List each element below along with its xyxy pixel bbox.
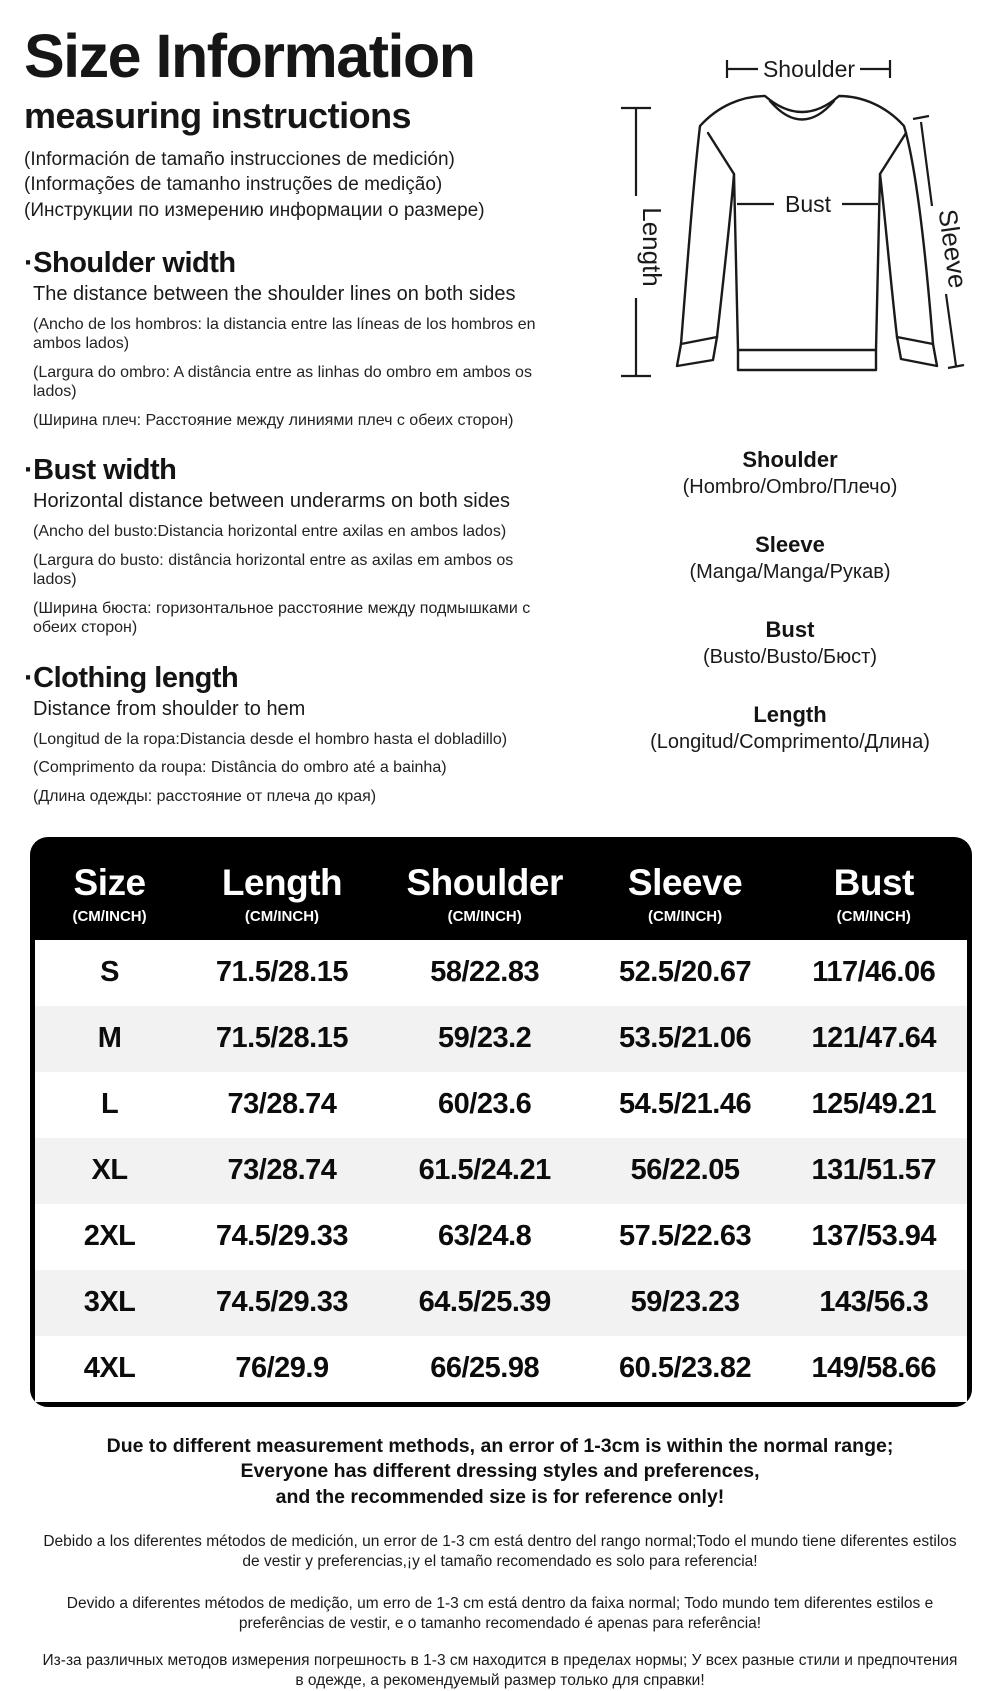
table-row-m [35,1006,967,1072]
length-cell: 74.5/29.33 [184,1220,380,1253]
unit-note: (CM/INCH) [184,908,380,925]
sleeve-cell: 59/23.23 [590,1286,781,1319]
legend-translation: (Hombro/Ombro/Плечо) [580,476,1000,499]
legend-item-length [580,702,1000,754]
section-translation-pt: (Largura do busto: distância horizontal entre as axilas em ambos os lados) [33,551,538,590]
size-table [30,837,972,1407]
notice-translation-es: Debido a los diferentes métodos de medición, un error de 1-3 cm está dentro del rango normal;Todo el mundo tiene diferentes estilos de vestir y preferencias,¡y el tamaño recomendado es solo para referencia! [43,1532,958,1572]
diagram-column [580,26,1000,807]
length-cell: 74.5/29.33 [184,1286,380,1319]
column-header-length: Length (CM/INCH) [184,862,380,925]
table-row-2xl [35,1204,967,1270]
sleeve-measure-label: Sleeve [933,207,974,290]
size-cell: 3XL [35,1286,184,1319]
size-cell: 2XL [35,1220,184,1253]
size-cell: XL [35,1154,184,1187]
legend-term: Sleeve [580,532,1000,558]
section-shoulder-width [24,247,580,431]
section-translation-es: (Ancho de los hombros: la distancia entre las líneas de los hombros en ambos lados) [33,315,538,354]
size-cell: 4XL [35,1352,184,1385]
section-translation-es: (Longitud de la ropa:Distancia desde el hombro hasta el dobladillo) [33,730,538,750]
sleeve-cell: 60.5/23.82 [590,1352,781,1385]
section-bust-width [24,454,580,638]
section-translation-es: (Ancho del busto:Distancia horizontal entre axilas en ambos lados) [33,522,538,542]
column-header-size: Size (CM/INCH) [35,862,184,925]
column-header-sleeve: Sleeve (CM/INCH) [590,862,781,925]
shoulder-cell: 64.5/25.39 [380,1286,590,1319]
section-translation-ru: (Ширина плеч: Расстояние между линиями плеч с обеих сторон) [33,411,538,431]
notice-translation-ru: Из-за различных методов измерения погрешность в 1-3 см находится в пределах нормы; У всех разные стили и предпочтения в одежде, а рекомендуемый размер только для справки! [43,1651,958,1691]
table-row-s [35,940,967,1006]
notice-line-3: and the recommended size is for reference only! [0,1485,1000,1511]
sweater-measurement-diagram [580,26,1000,418]
sweater-outline-icon [677,96,937,370]
bust-cell: 149/58.66 [781,1352,967,1385]
table-row-l [35,1072,967,1138]
size-cell: S [35,956,184,989]
section-translation-ru: (Ширина бюста: горизонтальное расстояние между подмышками с обеих сторон) [33,599,538,638]
sleeve-cell: 57.5/22.63 [590,1220,781,1253]
table-row-4xl [35,1336,967,1402]
bust-cell: 121/47.64 [781,1022,967,1055]
length-measure-label: Length [637,207,667,287]
title-translation-pt: (Informações de tamanho instruções de medição) [24,172,580,197]
legend-translation: (Longitud/Comprimento/Длина) [580,731,1000,754]
shoulder-cell: 59/23.2 [380,1022,590,1055]
section-clothing-length [24,662,580,807]
title-translation-es: (Información de tamaño instrucciones de medición) [24,147,580,172]
shoulder-cell: 66/25.98 [380,1352,590,1385]
legend-translation: (Busto/Busto/Бюст) [580,646,1000,669]
table-row-xl [35,1138,967,1204]
measurement-legend [580,447,1000,754]
length-cell: 71.5/28.15 [184,956,380,989]
column-header-shoulder: Shoulder (CM/INCH) [380,862,590,925]
legend-term: Shoulder [580,447,1000,473]
size-cell: M [35,1022,184,1055]
bust-cell: 117/46.06 [781,956,967,989]
page-title: Size Information [24,26,580,87]
sleeve-cell: 53.5/21.06 [590,1022,781,1055]
section-description: Distance from shoulder to hem [33,697,553,721]
legend-item-shoulder [580,447,1000,499]
shoulder-cell: 58/22.83 [380,956,590,989]
notice-line-2: Everyone has different dressing styles and preferences, [0,1459,1000,1485]
unit-note: (CM/INCH) [35,908,184,925]
section-translation-pt: (Largura do ombro: A distância entre as linhas do ombro em ambos os lados) [33,363,538,402]
sleeve-cell: 52.5/20.67 [590,956,781,989]
bust-cell: 125/49.21 [781,1088,967,1121]
bust-cell: 143/56.3 [781,1286,967,1319]
top-area [0,0,1000,807]
bust-cell: 131/51.57 [781,1154,967,1187]
page-subtitle: measuring instructions [24,95,580,137]
legend-item-sleeve [580,532,1000,584]
length-cell: 71.5/28.15 [184,1022,380,1055]
unit-note: (CM/INCH) [380,908,590,925]
length-cell: 76/29.9 [184,1352,380,1385]
legend-item-bust [580,617,1000,669]
unit-note: (CM/INCH) [590,908,781,925]
legend-term: Length [580,702,1000,728]
length-cell: 73/28.74 [184,1154,380,1187]
notice-line-1: Due to different measurement methods, an error of 1-3cm is within the normal range; [0,1434,1000,1460]
sleeve-cell: 56/22.05 [590,1154,781,1187]
title-translations [24,147,580,223]
section-translation-pt: (Comprimento da roupa: Distância do ombro até a bainha) [33,758,538,778]
shoulder-cell: 63/24.8 [380,1220,590,1253]
table-row-3xl [35,1270,967,1336]
bust-cell: 137/53.94 [781,1220,967,1253]
length-cell: 73/28.74 [184,1088,380,1121]
measurement-notice [0,1434,1000,1512]
bust-measure-label: Bust [785,191,832,217]
instructions-column [24,26,580,807]
section-description: The distance between the shoulder lines on both sides [33,282,553,306]
size-cell: L [35,1088,184,1121]
legend-term: Bust [580,617,1000,643]
title-translation-ru: (Инструкции по измерению информации о размере) [24,198,580,223]
section-heading: ·Clothing length [24,662,580,695]
unit-note: (CM/INCH) [781,908,967,925]
column-header-bust: Bust (CM/INCH) [781,862,967,925]
section-heading: ·Shoulder width [24,247,580,280]
section-description: Horizontal distance between underarms on both sides [33,489,553,513]
legend-translation: (Manga/Manga/Рукав) [580,561,1000,584]
shoulder-measure-label: Shoulder [763,56,855,82]
size-table-header [35,842,967,940]
shoulder-cell: 60/23.6 [380,1088,590,1121]
section-heading: ·Bust width [24,454,580,487]
sleeve-cell: 54.5/21.46 [590,1088,781,1121]
notice-translation-pt: Devido a diferentes métodos de medição, um erro de 1-3 cm está dentro da faixa normal; Todo mundo tem diferentes estilos e preferências de vestir, e o tamanho recomendado é apenas para referência! [43,1594,958,1634]
footer-notes [0,1434,1000,1691]
shoulder-cell: 61.5/24.21 [380,1154,590,1187]
section-translation-ru: (Длина одежды: расстояние от плеча до края) [33,787,538,807]
